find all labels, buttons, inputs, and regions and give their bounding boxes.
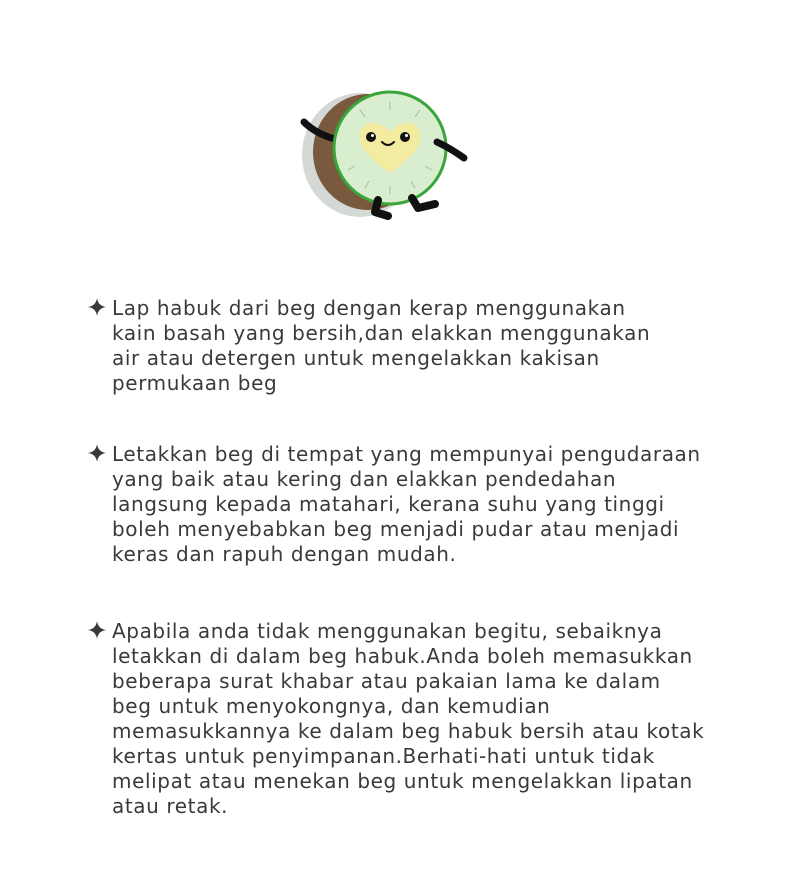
left-eye bbox=[366, 132, 376, 142]
kiwi-mascot-illustration bbox=[280, 80, 480, 240]
four-point-star-icon bbox=[88, 298, 106, 316]
four-point-star-icon bbox=[88, 621, 106, 639]
right-eye bbox=[400, 132, 410, 142]
care-tip-item bbox=[88, 442, 748, 567]
care-tip-text: Letakkan beg di tempat yang mempunyai pengudaraan yang baik atau kering dan elakkan pendedahan langsung kepada matahari, kerana suhu yang tinggi boleh menyebabkan beg menjadi pudar atau menjadi keras dan rapuh dengan mudah. bbox=[112, 442, 701, 566]
care-tip-text: Apabila anda tidak menggunakan begitu, sebaiknya letakkan di dalam beg habuk.Anda boleh memasukkan beberapa surat khabar atau pakaian lama ke dalam beg untuk menyokongnya, dan kemudian memasukkannya ke dalam beg habuk bersih atau kotak kertas untuk penyimpanan.Berhati-hati untuk tidak melipat atau menekan beg untuk mengelakkan lipatan atau retak. bbox=[112, 619, 705, 818]
care-tip-item bbox=[88, 619, 748, 819]
care-tip-text: Lap habuk dari beg dengan kerap menggunakan kain basah yang bersih,dan elakkan menggunakan air atau detergen untuk mengelakkan kakisan permukaan beg bbox=[112, 296, 651, 395]
four-point-star-icon bbox=[88, 444, 106, 462]
right-leg bbox=[412, 198, 435, 208]
care-tip-item bbox=[88, 296, 748, 396]
